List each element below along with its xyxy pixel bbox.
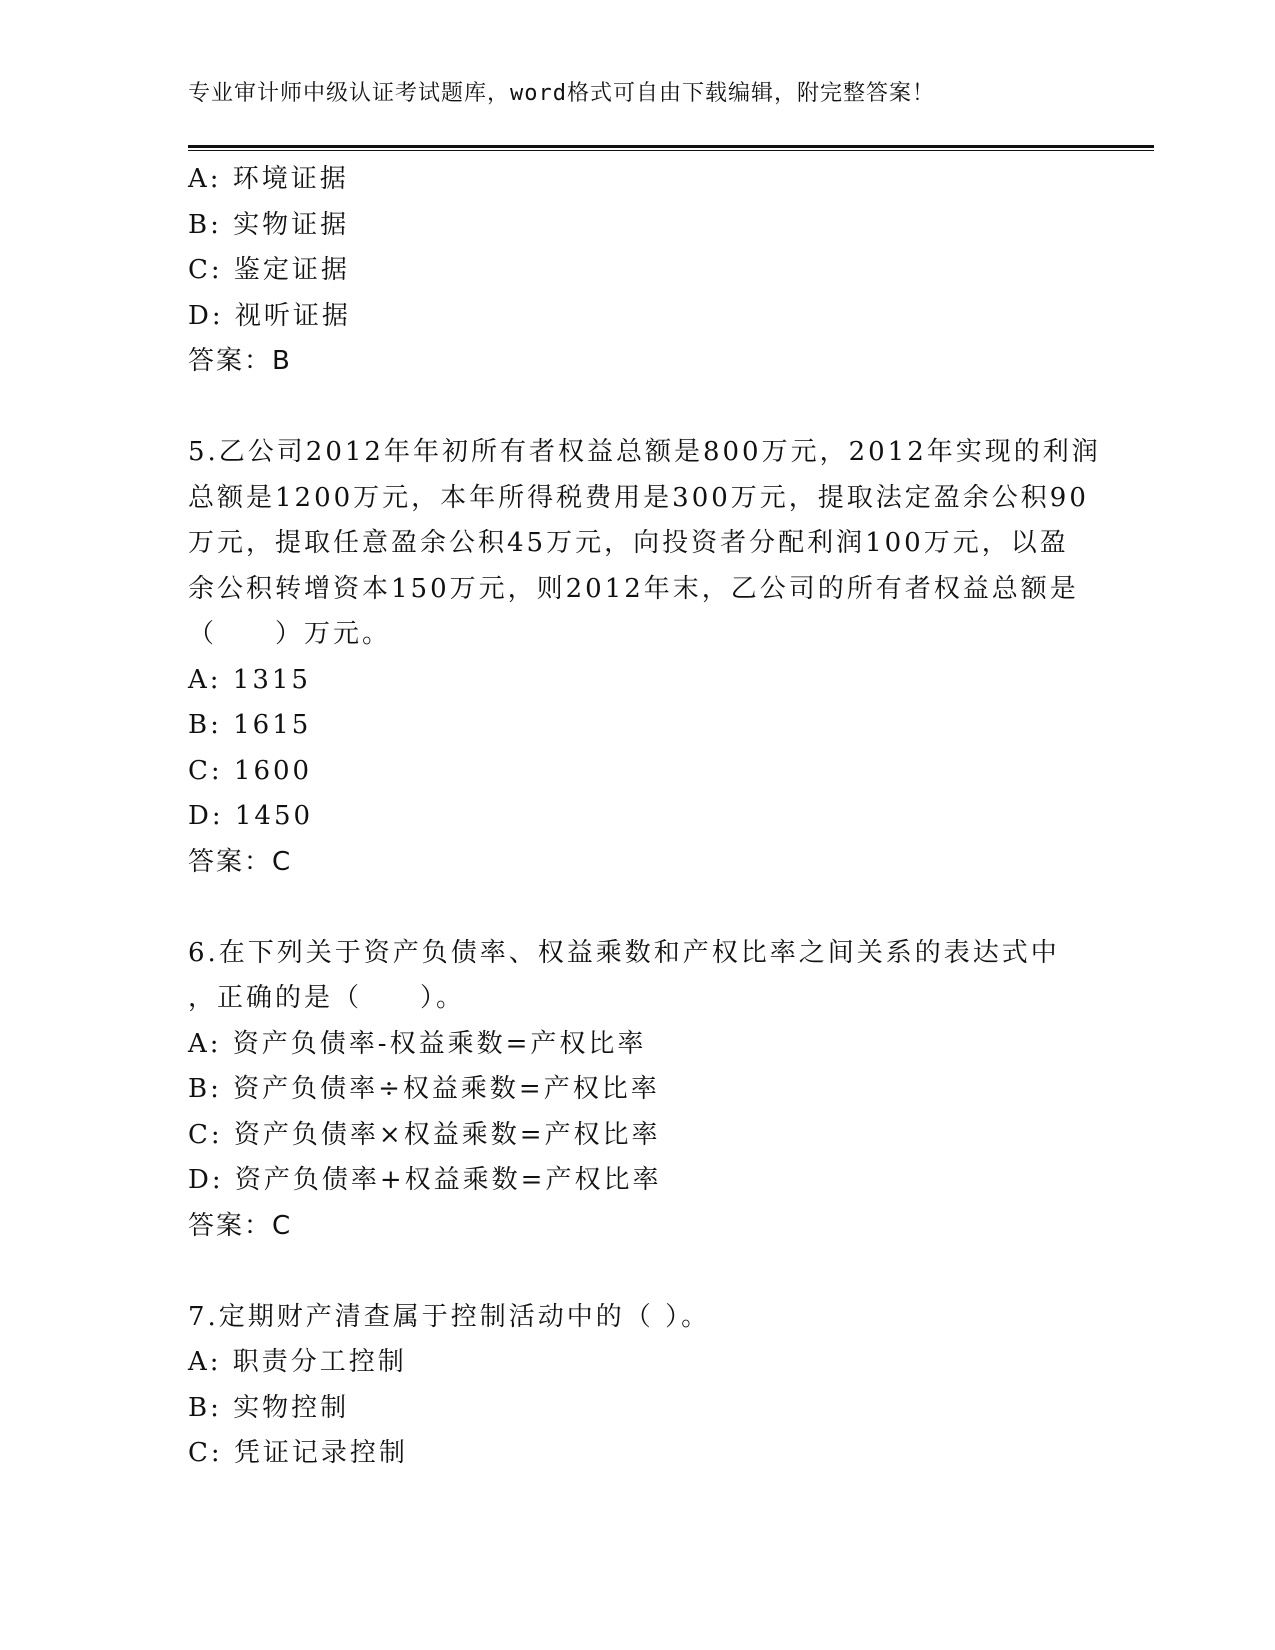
- question-text-line: （ ）万元。: [188, 619, 392, 649]
- option-a: A: 职责分工控制: [188, 1347, 407, 1377]
- option-d: D: 资产负债率+权益乘数=产权比率: [188, 1165, 662, 1195]
- question-7: [188, 1295, 1088, 1477]
- header-rule-thin: [188, 150, 1154, 151]
- option-b: B: 1615: [188, 710, 312, 740]
- option-c: C: 鉴定证据: [188, 255, 350, 285]
- option-c: C: 1600: [188, 755, 313, 786]
- question-text-line: 7.定期财产清查属于控制活动中的（ ）。: [188, 1301, 711, 1332]
- header-rule-thick: [188, 145, 1154, 148]
- spacer: [188, 385, 1088, 431]
- question-5: [188, 430, 1101, 885]
- option-b: B: 实物证据: [188, 209, 350, 240]
- question-text-line: 6.在下列关于资产负债率、权益乘数和产权比率之间关系的表达式中: [188, 937, 1060, 968]
- spacer: [188, 1249, 1088, 1295]
- question-text-line: 万元，提取任意盈余公积45万元，向投资者分配利润100万元，以盈: [188, 528, 1069, 558]
- question-text-line: 5.乙公司2012年年初所有者权益总额是800万元，2012年实现的利润: [188, 437, 1101, 467]
- option-d: D: 视听证据: [188, 300, 351, 331]
- option-c: C: 凭证记录控制: [188, 1438, 408, 1468]
- page-header: 专业审计师中级认证考试题库，word格式可自由下载编辑，附完整答案！: [188, 81, 935, 106]
- question-text-line: ，正确的是（ ）。: [188, 983, 466, 1013]
- option-a: A: 1315: [188, 664, 311, 695]
- question-text-line: 总额是1200万元，本年所得税费用是300万元，提取法定盈余公积90: [188, 482, 1089, 513]
- option-b: B: 资产负债率÷权益乘数=产权比率: [188, 1074, 660, 1104]
- answer-line: 答案：C: [188, 1210, 293, 1241]
- option-d: D: 1450: [188, 801, 314, 831]
- answer-line: 答案：C: [188, 846, 293, 877]
- question-6: [188, 931, 1088, 1250]
- option-b: B: 实物控制: [188, 1392, 350, 1423]
- option-a: A: 环境证据: [188, 164, 349, 194]
- question-4: [188, 157, 1088, 385]
- spacer: [188, 885, 1088, 931]
- question-text-line: 余公积转增资本150万元，则2012年末，乙公司的所有者权益总额是: [188, 573, 1079, 604]
- document-body: [188, 157, 1101, 1477]
- answer-line: 答案：B: [188, 346, 292, 376]
- option-a: A: 资产负债率-权益乘数=产权比率: [188, 1028, 647, 1059]
- option-c: C: 资产负债率×权益乘数=产权比率: [188, 1119, 661, 1150]
